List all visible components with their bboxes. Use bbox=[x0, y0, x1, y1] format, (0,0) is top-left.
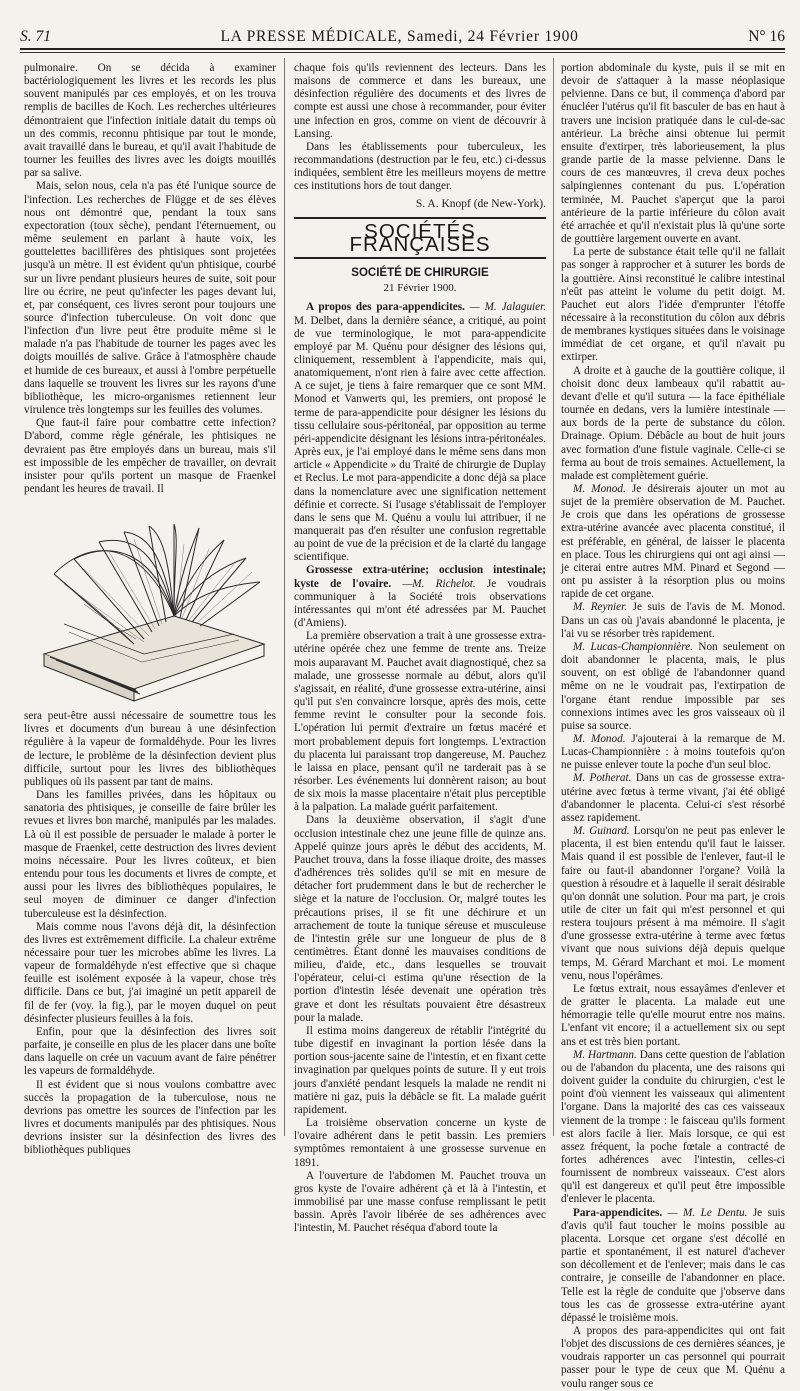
paragraph: Que faut-il faire pour combattre cette infection? D'abord, comme règle générale, les phtisiques ne devraient pas être employés dans un bureau, mais s'il est impossible de les empêcher de travailler, on devrait insister pour qu'ils portent un masque de Fraenkel pendant les heures de travail. Il bbox=[24, 417, 276, 495]
paragraph: La perte de substance était telle qu'il ne fallait pas songer à rapprocher et à suturer les bords de la gouttière. Ainsi reconstitué le calibre intestinal n'eût pas atteint le volume du petit doigt. M. Pauchet eut alors l'idée d'emprunter l'étoffe nécessaire à la reconstitution du côlon aux débris de membranes kystiques situées dans le voisinage immédiat de cet organe, et qu'il n'avait pu extirper. bbox=[561, 246, 785, 364]
speaker-name: M. Potherat. bbox=[573, 772, 632, 785]
issue-number: N° 16 bbox=[748, 28, 785, 45]
article-paragraph bbox=[294, 564, 546, 630]
discussion-text: Dans cette question de l'ablation ou de l'abandon du placenta, une des raisons qui doivent guider la conduite du chirurgien, c'est le point d'où viennent les vaisseaux qui alimentent l'organe. Dans la majorité des cas ces vaisseaux viennent de la trompe : le faisceau qu'ils forment est alors facile à lier. Mais lorsque, ce qui est assez fréquent, la poche fœtale a contracté de fortes adhérences avec l'intestin, celles-ci fournissent de nombreux vaisseaux. C'est alors qu'il est dangereux et qu'il peut être impossible d'enlever le placenta. bbox=[561, 1048, 785, 1206]
discussion-text: Je suis de l'avis de M. Monod. Dans un cas où j'avais abandonné le placenta, je l'ai vu se résorber très rapidement. bbox=[561, 601, 786, 640]
book-disinfection-apparatus-illustration bbox=[24, 504, 276, 704]
article-title: Para-appendicites. bbox=[573, 1206, 663, 1219]
discussion-text: Dans un cas de grossesse extra-utérine avec fœtus à terme vivant, j'ai été obligé d'abandonner le placenta. Celui-ci s'est résorbé assez rapidement. bbox=[561, 772, 785, 824]
paragraph: Dans les familles privées, dans les hôpitaux ou sanatoria des phtisiques, je conseille de faire brûler les revues et livres bon marché, manipulés par les malades. Là où il est possible de persuader le malade à porter le masque de Fraenkel, cette destruction des livres devient moins nécessaire. Pour les livres coûteux, et bien entendu pour tous les documents et livres de compte, et aussi pour les livres des bibliothèques populaires, le seul moyen de diminuer ce danger d'infection tuberculeuse est la désinfection. bbox=[24, 789, 276, 920]
journal-title: LA PRESSE MÉDICALE, Samedi, 24 Février 1900 bbox=[220, 28, 579, 45]
speaker-name: M. Hartmann. bbox=[573, 1048, 637, 1061]
discussion-paragraph bbox=[561, 641, 785, 733]
paragraph: Mais comme nous l'avons déjà dit, la désinfection des livres est extrêmement difficile. La chaleur extrême nécessaire pour tuer les microbes abîme les livres. La vapeur de formaldéhyde n'est effective que si chaque feuille est isolément exposée à la vapeur, chose très difficile. Dans ce but, j'ai imaginé un petit appareil de fil de fer (voy. la fig.), par le moyen duquel on peut désinfecter plusieurs feuilles à la fois. bbox=[24, 920, 276, 1025]
article-title: A propos des para-appendicites. bbox=[306, 301, 465, 314]
discussion-text: Non seulement on doit abandonner le placenta, mais, le plus souvent, on est obligé de l'abandonner quand même on ne le voudrait pas, l'extirpation de l'organe étant rendue impossible par ses connexions intimes avec les gros vaisseaux où il puise sa source. bbox=[561, 640, 785, 732]
article-paragraph bbox=[294, 301, 546, 564]
paragraph: sera peut-être aussi nécessaire de soumettre tous les livres et documents d'un bureau à une désinfection régulière à la vapeur de formaldéhyde. Pour les livres de lecture, le problème de la désinfection devient plus difficile, surtout pour les livres des bibliothèques publiques où ils passent par tant de mains. bbox=[24, 710, 276, 788]
article-author: — M. Jalaguier. bbox=[469, 301, 547, 314]
discussion-paragraph bbox=[561, 772, 785, 825]
article-text: Je voudrais communiquer à la Société trois observations intéressantes qui m'ont été adressées par M. Pauchet (d'Amiens). bbox=[294, 577, 546, 630]
paragraph: Dans les établissements pour tuberculeux, les recommandations (destruction par le feu, etc.) ci-dessus indiquées, semblent être les meilleurs moyens de mettre ces institutions hors de tout danger. bbox=[294, 140, 546, 193]
section-title: SOCIÉTÉS FRANÇAISES bbox=[349, 219, 491, 256]
column-3 bbox=[561, 62, 786, 1390]
article-paragraph bbox=[561, 1207, 785, 1325]
speaker-name: M. Reynier. bbox=[573, 601, 628, 614]
article-title: Grossesse extra-utérine; occlusion intestinale; kyste de l'ovaire. bbox=[294, 564, 546, 590]
speaker-name: M. Monod. bbox=[573, 732, 626, 745]
paragraph: chaque fois qu'ils reviennent des lecteurs. Dans les maisons de commerce et dans les bureaux, une désinfection régulière des documents et des livres de compte est aussi une chose à recommander, pour éviter une infection en gros, comme on vient de découvrir à Lansing. bbox=[294, 62, 546, 140]
article-author: —M. Richelot. bbox=[402, 577, 476, 590]
paragraph: Il estima moins dangereux de rétablir l'intégrité du tube digestif en invaginant la portion lésée dans la portion sous-jacente saine de l'intestin, et en fixant cette invagination par quelques points de suture. Il y eut trois jours d'anxiété pendant lesquels la malade ne rendit ni matière ni gaz, puis la débâcle se fit. La malade guérit rapidement. bbox=[294, 1024, 546, 1116]
discussion-paragraph bbox=[561, 1049, 785, 1207]
page-number: S. 71 bbox=[20, 28, 51, 45]
author-signature: S. A. Knopf (de New-York). bbox=[415, 197, 546, 210]
paragraph: portion abdominale du kyste, puis il se mit en devoir de s'attaquer à la masse néoplasique pelvienne. Dans ce but, il commença d'abord par énucléer l'utérus qu'il fit basculer de bas en haut à travers une incision pratiquée dans le cul-de-sac antérieur. La brèche ainsi obtenue lui permit ensuite d'extirper, très laborieusement, la plus grande partie de la masse pelvienne. Dans le cours de ces manœuvres, il creva deux poches salpingiennes contenant du pus. L'opération terminée, M. Pauchet s'aperçut que la paroi antérieure de la partie inférieure du côlon avait été arrachée et qu'il n'existait plus là qu'une sorte de gouttière largement ouverte en avant. bbox=[561, 62, 785, 246]
discussion-paragraph bbox=[561, 601, 785, 640]
column-2 bbox=[294, 62, 547, 1235]
discussion-text: Lorsqu'on ne peut pas enlever le placenta, il est bien entendu qu'il faut le laisser. Mais quand il est possible de l'enlever, faut-il le faire ou faut-il abandonner l'organe? Voilà la question à résoudre et à laquelle il serait désirable qu'on donnât une solution. Pour ma part, je crois utile de citer un fait qui m'est personnel et qui restera toujours présent à ma mémoire. Il s'agit d'une grossesse extra-utérine à terme avec fœtus vivant que nous suivions déjà depuis quelque temps, M. Gérard Marchant et moi. Le moment venu, nous l'opérâmes. bbox=[561, 825, 786, 982]
page-header bbox=[20, 24, 785, 46]
speaker-name: M. Lucas-Championnière. bbox=[573, 640, 693, 653]
column-divider bbox=[553, 58, 554, 1136]
column-1 bbox=[24, 62, 276, 1157]
column-divider bbox=[284, 58, 285, 1136]
society-heading: SOCIÉTÉ DE CHIRURGIE bbox=[351, 267, 489, 280]
article-text: Je suis d'avis qu'il faut toucher le moins possible au placenta. Lorsque cet organe s'est décollé en partie et spontanément, il est naturel d'achever son décollement et de l'enlever; mais dans le cas contraire, je conseille de l'abandonner en place. Telle est la règle de conduite que j'observe dans tous les cas de grossesse extra-utérine ayant dépassé le troisième mois. bbox=[561, 1206, 786, 1324]
article-author: — M. Le Dentu. bbox=[667, 1206, 748, 1219]
article-text: M. Delbet, dans la dernière séance, a critiqué, au point de vue terminologique, le mot para-appendicite employé par M. Quénu pour désigner des lésions qui, cliniquement, ressemblent à l'appendicite, mais qui, anatomiquement, n'ont rien à faire avec cette affection. A ce sujet, je tiens à faire remarquer que ce sont MM. Monod et Vanwerts qui, les premiers, ont proposé le terme de para-appendicite pour désigner les lésions du tissu cellulaire sous-péritonéal, par opposition au terme péri-appendicite désignant les lésions intra-péritonéales. Après eux, je l'ai employé dans le même sens dans mon article « Appendicite » du Traité de chirurgie de Duplay et Reclus. Le mot para-appendicite a donc déjà sa place dans la nomenclature avec une signification nettement définie et correcte. Si l'usage s'établissait de l'employer dans le sens que M. Quénu a voulu lui attribuer, il ne manquerait pas d'en résulter une confusion regrettable au point de vue de la précision et de la clarté du langage scientifique. bbox=[294, 314, 546, 564]
section-header-box bbox=[294, 217, 546, 259]
header-rule bbox=[20, 48, 785, 50]
discussion-paragraph bbox=[561, 733, 785, 772]
paragraph: La troisième observation concerne un kyste de l'ovaire adhérent dans le petit bassin. Les premiers symptômes remontaient à une grossesse survenue en 1891. bbox=[294, 1117, 546, 1169]
paragraph: Le fœtus extrait, nous essayâmes d'enlever et de gratter le placenta. La malade eut une hémorragie telle qu'elle mourut entre nos mains. L'enfant vit encore; il a actuellement six ou sept ans et est très bien portant. bbox=[561, 982, 785, 1048]
discussion-paragraph bbox=[561, 825, 785, 983]
paragraph: pulmonaire. On se décida à examiner bactériologiquement les livres et les records les plus souvent manipulés par ces employés, et on les trouva remplis de bacilles de Koch. Les recherches ultérieures démontraient que l'infection initiale datait du temps où un des commis, reconnu phtisique par tout le monde, avait travaillé dans le bureau, et qu'il avait l'habitude de tourner les feuilles des livres avec les doigts mouillés par sa salive. bbox=[24, 62, 276, 180]
speaker-name: M. Guinard. bbox=[573, 825, 630, 838]
newspaper-page bbox=[20, 0, 786, 1390]
discussion-text: Je désirerais ajouter un mot au sujet de la première observation de M. Pauchet. Je crois que dans les opérations de grossesse extra-utérine avancée avec placenta constitué, il est préférable, en général, de laisser le placenta en place. Tous les chirurgiens qui ont agi ainsi — je citerai entre autres MM. Pinard et Segond — ont pu assister à la résorption plus ou moins rapide de cet organe. bbox=[561, 483, 785, 601]
paragraph: Mais, selon nous, cela n'a pas été l'unique source de l'infection. Les recherches de Flügge et de ses élèves nous ont démontré que, pendant la toux sans expectoration (toux sèche), pendant l'éternuement, ou même seulement en parlant à haute voix, les gouttelettes bacillifères des phtisiques sont projetées jusqu'à un mètre. Il est évident qu'un phtisique, courbé sur un livre pendant plusieurs heures de suite, soit pour lire ou écrire, ne peut qu'infecter les pages devant lui, et, par conséquent, ces livres seront pour toujours une source d'infection tuberculeuse. On voit donc que l'infection d'un livre peut être produite même si le malade n'a pas l'habitude de tourner les pages avec les doigts mouillés de salive. Grâce à l'atmosphère chaude et humide de ces bureaux, et aussi à l'ombre perpétuelle dans laquelle se trouvent les livres sur les rayons d'une bibliothèque, les micro-organismes retiennent leur virulence très longtemps sur les feuilles des volumes. bbox=[24, 180, 276, 417]
paragraph: A propos des para-appendicites qui ont fait l'objet des discussions de ces dernières séances, je voudrais rapporter un cas personnel qui pourrait passer pour le type de ceux que M. Quénu a voulu ranger sous ce bbox=[561, 1325, 785, 1390]
paragraph: A droite et à gauche de la gouttière colique, il choisit donc deux lambeaux qu'il rabattit au-devant d'elle et qu'il sutura — la face épithéliale tournée en dedans, vers la lumière intestinale — aux bords de la perte de substance du côlon. Drainage. Opium. Débâcle au bout de huit jours avec formation d'une fistule vaginale. Celle-ci se ferma au bout de trois semaines. Actuellement, la malade est complètement guérie. bbox=[561, 364, 785, 482]
discussion-paragraph bbox=[561, 483, 785, 601]
paragraph: La première observation a trait à une grossesse extra-utérine opérée chez une femme de trente ans. Treize mois auparavant M. Pauchet avait diagnostiqué, chez sa malade, une grossesse normale au début, alors qu'il s'agissait, en réalité, d'une grossesse extra-utérine, ainsi qu'il put s'en convaincre lorsque, après des mois, cette femme revint le consulter pour la seconde fois. L'opération lui permit d'extraire un fœtus macéré et mort probablement depuis fort longtemps. L'extraction du placenta lui paraissant trop dangereuse, M. Pauchez le laissa en place, pensant qu'il ne tarderait pas à se résorber. Les événements lui donnèrent raison; au bout de six mois la masse placentaire n'était plus perceptible à la palpation. La malade guérit parfaitement. bbox=[294, 630, 546, 814]
paragraph: Enfin, pour que la désinfection des livres soit parfaite, je conseille en plus de les placer dans une boîte dans laquelle on crée un vacuum avant de faire pénétrer les vapeurs de formaldéhyde. bbox=[24, 1025, 276, 1078]
paragraph: A l'ouverture de l'abdomen M. Pauchet trouva un gros kyste de l'ovaire adhérent çà et là à l'intestin, et immobilisé par une masse confuse remplissant le petit bassin. Après l'avoir libérée de ses adhérences avec l'intestin, M. Pauchet réséqua d'abord toute la bbox=[294, 1169, 546, 1235]
paragraph: Dans la deuxième observation, il s'agit d'une occlusion intestinale chez une jeune fille de quinze ans. Appelé quinze jours après le début des accidents, M. Pauchet trouva, dans la fosse iliaque droite, des masses d'adhérences très solides qu'il se mit en mesure de détacher fort prudemment dans le but de rechercher le siège et la nature de l'occlusion. Or, malgré toutes les précautions prises, il se fit une déchirure et un arrachement de toute la tunique séreuse et musculeuse de l'intestin grêle sur une longueur de plus de 8 centimètres. Étant donné les mauvaises conditions de milieu, d'aide, etc., dans lesquelles se trouvait l'opérateur, celui-ci estima qu'une résection de la portion d'intestin lésée devenait une opération très grave et dont les résultats pouvaient être désastreux pour la malade. bbox=[294, 814, 546, 1024]
header-rule-thin bbox=[20, 52, 785, 53]
discussion-text: J'ajouterai à la remarque de M. Lucas-Championnière : à moins toutefois qu'on ne puisse enlever toute la poche d'un seul bloc. bbox=[561, 732, 786, 772]
paragraph: Il est évident que si nous voulons combattre avec succès la propagation de la tuberculose, nous ne devrions pas omettre les sources de l'infection par les livres et documents manipulés par des phtisiques. Nous devrions insister sur la désinfection des livres des bibliothèques publiques bbox=[24, 1078, 276, 1157]
book-drawing bbox=[24, 504, 276, 704]
session-date: 21 Février 1900. bbox=[383, 282, 457, 295]
speaker-name: M. Monod. bbox=[573, 483, 626, 495]
